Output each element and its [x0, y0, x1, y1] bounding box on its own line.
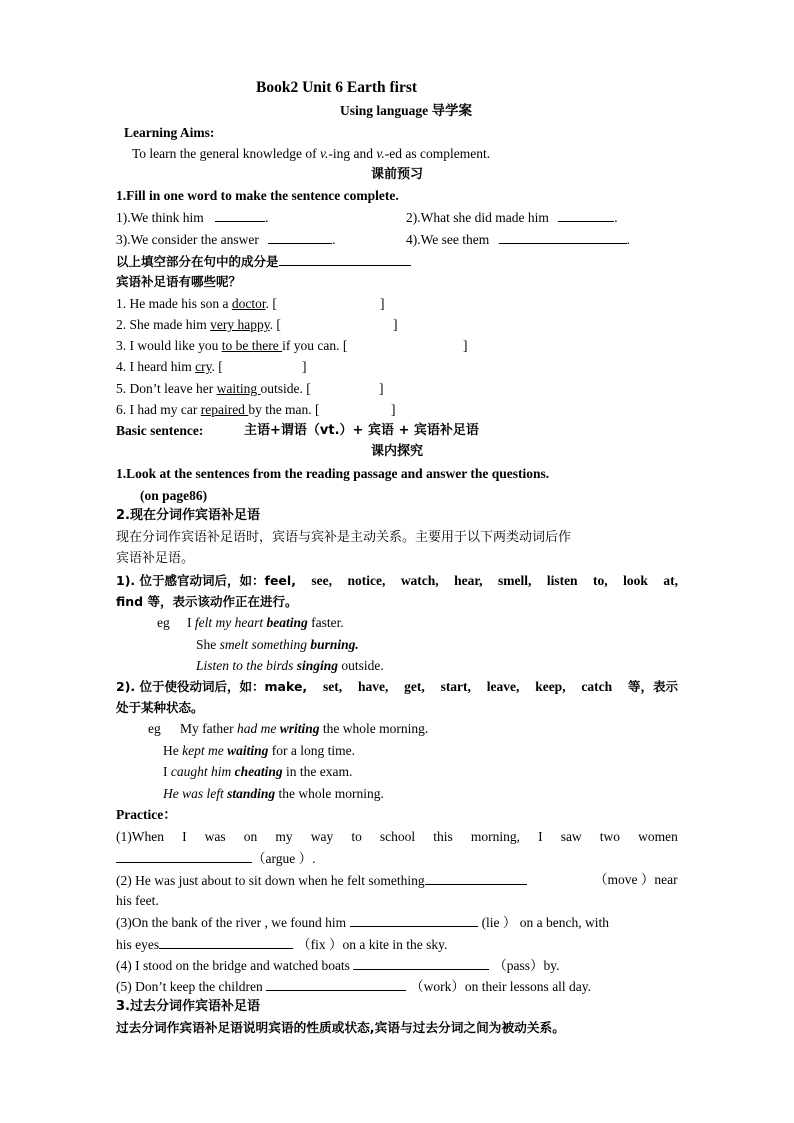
section-3-desc: 过去分词作宾语补足语说明宾语的性质或状态,宾语与过去分词之间为被动关系。	[116, 1020, 565, 1035]
example-6-text: I	[163, 764, 171, 779]
answer-blank[interactable]	[279, 252, 411, 266]
example-underlined: to be there	[221, 338, 283, 353]
question-fill-component	[116, 252, 411, 271]
practice-word: was	[204, 829, 226, 844]
preview-item-3-text: 3).We consider the answer	[116, 232, 259, 247]
bracket-close: ]	[302, 359, 307, 374]
example-text: outside. [	[260, 381, 311, 396]
example-sentence-6	[116, 401, 320, 419]
practice-5	[116, 977, 591, 996]
example-text: . [	[265, 296, 277, 311]
point-2-word: 等，表示	[627, 679, 678, 694]
example-underlined: waiting	[216, 381, 261, 396]
practice-word: school	[379, 829, 416, 844]
practice-2-text: (2) He was just about to sit down when he felt something	[116, 873, 425, 888]
example-text: 5. Don’t leave her	[116, 381, 217, 396]
answer-blank[interactable]	[558, 208, 614, 222]
eg-label-2: eg	[148, 721, 161, 736]
answer-blank[interactable]	[353, 956, 489, 970]
example-text: 2. She made him	[116, 317, 211, 332]
aims-text-c: -ed as complement.	[384, 146, 491, 161]
point-1-word: to,	[593, 573, 608, 588]
example-3-italic: Listen to the birds	[196, 658, 297, 673]
example-sentence-3	[116, 337, 347, 355]
aims-text-b: -ing and	[328, 146, 377, 161]
preview-item-3: 3).We consider the answer .	[116, 232, 336, 247]
practice-2-line-1	[116, 871, 527, 890]
example-3	[196, 657, 384, 675]
practice-word: this	[433, 829, 453, 844]
point-2-word: catch	[581, 679, 613, 694]
practice-word: on	[243, 829, 258, 844]
practice-word: I	[182, 829, 187, 844]
practice-word: to	[351, 829, 362, 844]
learning-aims-text	[132, 145, 490, 163]
example-3-text: outside.	[338, 658, 384, 673]
example-5-text: He	[163, 743, 183, 758]
point-2-line-1	[116, 678, 678, 696]
point-2-word: have,	[357, 679, 389, 694]
explore-desc-line-1: 现在分词作宾语补足语时，宾语与宾补是主动关系。主要用于以下两类动词后作	[116, 530, 572, 545]
document-title: Book2 Unit 6 Earth first	[256, 79, 418, 96]
practice-1-hint: （argue ）.	[252, 851, 316, 866]
example-1-participle: beating	[266, 615, 308, 630]
example-6-italic: caught him	[170, 764, 235, 779]
point-1-word: watch,	[400, 573, 439, 588]
example-2-italic: smelt something	[219, 637, 311, 652]
example-sentence-2	[116, 316, 281, 334]
preview-item-4: 4).We see them .	[406, 232, 631, 247]
practice-4-hint: （pass）by.	[493, 958, 560, 973]
example-2	[196, 636, 359, 654]
example-1-text: faster.	[307, 615, 344, 630]
answer-blank[interactable]	[159, 935, 293, 949]
aims-v2: v.	[376, 146, 385, 161]
section-3-heading: 3.过去分词作宾语补足语	[116, 999, 260, 1014]
point-1-word: smell,	[497, 573, 532, 588]
example-6-text: in the exam.	[282, 764, 353, 779]
preview-item-4-text: 4).We see them	[406, 232, 490, 247]
example-7-text: the whole morning.	[275, 786, 384, 801]
bracket-close: ]	[380, 296, 385, 311]
practice-2-line-2: his feet.	[116, 893, 159, 908]
example-text: 4. I heard him	[116, 359, 196, 374]
preview-item-2-text: 2).What she did made him	[406, 210, 549, 225]
bracket-close: ]	[463, 338, 468, 353]
answer-blank[interactable]	[116, 849, 252, 863]
example-5-text: for a long time.	[268, 743, 355, 758]
practice-4-text: (4) I stood on the bridge and watched boats	[116, 958, 354, 973]
example-sentence-5	[116, 380, 311, 398]
point-2-word: leave,	[486, 679, 520, 694]
question-fill-text: 以上填空部分在句中的成分是	[116, 254, 279, 269]
answer-blank[interactable]	[350, 913, 478, 927]
explore-task-1: 1.Look at the sentences from the reading passage and answer the questions.	[116, 466, 550, 481]
point-1-word: 1). 位于感官动词后，如：feel,	[116, 573, 296, 588]
point-1-line-1	[116, 572, 678, 590]
answer-blank[interactable]	[266, 977, 406, 991]
example-7-italic: He was left	[163, 786, 228, 801]
example-underlined: repaired	[200, 402, 249, 417]
example-1-text: I	[187, 615, 195, 630]
example-6-participle: cheating	[234, 764, 283, 779]
point-1-line-2: find 等，表示该动作正在进行。	[116, 594, 298, 609]
example-underlined: cry	[195, 359, 212, 374]
answer-blank[interactable]	[425, 871, 527, 885]
practice-word: (1)When	[116, 829, 164, 844]
example-text: by the man. [	[248, 402, 320, 417]
point-2-word: set,	[323, 679, 343, 694]
document-subtitle: Using language 导学案	[340, 103, 473, 118]
practice-3-hint: (lie ） on a bench, with	[481, 915, 610, 930]
point-1-word: notice,	[347, 573, 386, 588]
point-2-word: get,	[404, 679, 425, 694]
example-5	[163, 742, 355, 760]
example-underlined: doctor	[231, 296, 266, 311]
example-4-participle: writing	[279, 721, 320, 736]
example-4	[180, 720, 428, 738]
example-6	[163, 763, 352, 781]
practice-word: women	[638, 829, 678, 844]
question-complement-kinds: 宾语补足语有哪些呢？	[116, 274, 242, 289]
practice-5-hint: （work）on their lessons all day.	[410, 979, 592, 994]
bracket-close: ]	[393, 317, 398, 332]
example-5-participle: waiting	[227, 743, 269, 758]
practice-3-line-2	[116, 935, 447, 954]
bracket-close: ]	[379, 381, 384, 396]
example-4-italic: had me	[236, 721, 280, 736]
practice-3-text: his eyes	[116, 937, 160, 952]
bracket-close: ]	[391, 402, 396, 417]
example-text: . [	[211, 359, 223, 374]
point-2-word: keep,	[535, 679, 566, 694]
explore-desc-line-2: 宾语补足语。	[116, 551, 195, 566]
example-1-italic: felt my heart	[194, 615, 267, 630]
example-text: if you can. [	[282, 338, 348, 353]
preview-item-2: 2).What she did made him .	[406, 210, 618, 225]
practice-word: morning,	[470, 829, 520, 844]
example-underlined: very happy	[210, 317, 270, 332]
point-1-word: see,	[311, 573, 333, 588]
example-1	[187, 614, 344, 632]
basic-sentence-formula: 主语+谓语（vt.）+ 宾语 + 宾语补足语	[244, 423, 479, 438]
example-text: 6. I had my car	[116, 402, 201, 417]
example-2-participle: burning.	[310, 637, 359, 652]
point-2-line-2: 处于某种状态。	[116, 700, 204, 715]
answer-blank[interactable]	[268, 230, 332, 244]
example-7	[163, 785, 384, 803]
example-4-text: My father	[180, 721, 237, 736]
example-4-text: the whole morning.	[319, 721, 429, 736]
example-text: 3. I would like you	[116, 338, 222, 353]
example-5-italic: kept me	[182, 743, 228, 758]
eg-label-1: eg	[157, 615, 170, 630]
practice-word: my	[275, 829, 293, 844]
practice-2-hint: （move ）near	[594, 872, 678, 887]
explore-task-1-page: (on page86)	[140, 488, 208, 503]
practice-4	[116, 956, 560, 975]
example-3-participle: singing	[296, 658, 339, 673]
explore-heading: 课内探究	[370, 444, 423, 459]
example-2-text: She	[196, 637, 220, 652]
point-2-word: 2). 位于使役动词后，如：make,	[116, 679, 308, 694]
basic-sentence-label: Basic sentence:	[116, 423, 204, 438]
practice-5-text: (5) Don’t keep the children	[116, 979, 267, 994]
preview-item-1: 1).We think him .	[116, 210, 269, 225]
answer-blank[interactable]	[215, 208, 265, 222]
aims-text-a: To learn the general knowledge of	[132, 146, 320, 161]
example-sentence-4	[116, 358, 223, 376]
point-1-word: at,	[663, 573, 678, 588]
example-text: . [	[269, 317, 281, 332]
point-2-word: start,	[440, 679, 471, 694]
practice-1-line-2	[116, 849, 316, 868]
example-sentence-1	[116, 295, 277, 313]
practice-word: way	[310, 829, 334, 844]
preview-task-1: 1.Fill in one word to make the sentence complete.	[116, 188, 399, 203]
preview-item-1-text: 1).We think him	[116, 210, 204, 225]
point-1-word: listen	[546, 573, 578, 588]
practice-heading: Practice：	[116, 807, 177, 822]
practice-word: I	[538, 829, 543, 844]
practice-word: two	[599, 829, 621, 844]
practice-1-line-1	[116, 828, 678, 846]
practice-3-line-1	[116, 913, 609, 932]
example-text: 1. He made his son a	[116, 296, 232, 311]
practice-3-text: (3)On the bank of the river , we found him	[116, 915, 350, 930]
example-7-participle: standing	[227, 786, 276, 801]
preview-heading: 课前预习	[370, 167, 423, 182]
point-1-word: look	[623, 573, 648, 588]
aims-v1: v.	[319, 146, 329, 161]
point-1-word: hear,	[454, 573, 483, 588]
practice-3-hint: （fix ）on a kite in the sky.	[297, 937, 448, 952]
explore-task-2: 2.现在分词作宾语补足语	[116, 508, 260, 523]
learning-aims-heading: Learning Aims:	[124, 125, 215, 140]
practice-word: saw	[560, 829, 582, 844]
answer-blank[interactable]	[499, 230, 627, 244]
